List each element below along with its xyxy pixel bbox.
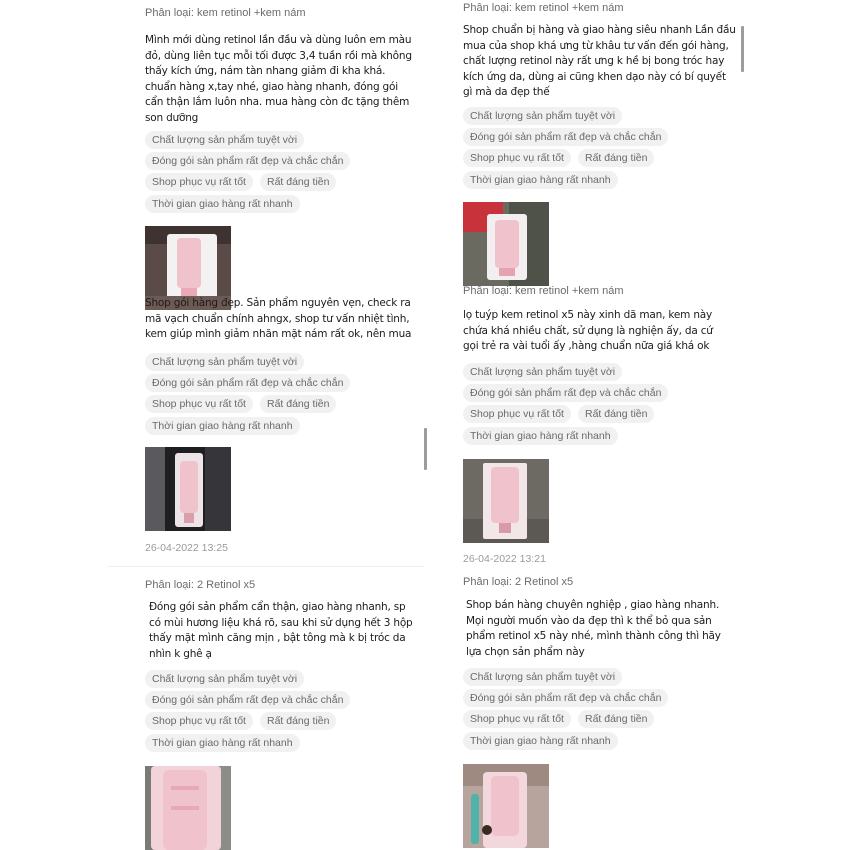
tag-packaging: Đóng gói sản phẩm rất đẹp và chắc chắn — [145, 152, 350, 170]
tag-value: Rất đáng tiền — [260, 712, 336, 730]
tag-packaging: Đóng gói sản phẩm rất đẹp và chắc chắn — [463, 689, 668, 707]
review-item — [145, 5, 445, 126]
tag-value: Rất đáng tiền — [578, 149, 654, 167]
review-photo-thumbnail[interactable] — [145, 766, 231, 850]
review-tags — [145, 131, 445, 217]
tag-quality: Chất lượng sản phẩm tuyệt vời — [463, 363, 622, 381]
tag-quality: Chất lượng sản phẩm tuyệt vời — [145, 670, 304, 688]
retinol-tube-red-background-photo — [463, 202, 549, 286]
review-photo-thumbnail[interactable] — [463, 764, 549, 848]
review-item — [463, 283, 763, 355]
review-comment: Shop gói hàng đẹp. Sản phẩm nguyên vẹn, check ra mã vạch chuẩn chính ahngx, shop tư vấn nhiệt tình, kem giúp mình giảm nhăn mặt nám rất ok, nên mua — [145, 297, 412, 340]
tag-quality: Chất lượng sản phẩm tuyệt vời — [145, 353, 304, 371]
variant-label: Phân loại: kem retinol +kem nám — [463, 2, 624, 14]
scrollbar-thumb[interactable] — [741, 26, 744, 72]
retinol-tube-on-bag-photo — [145, 447, 231, 531]
review-comment: Shop chuẩn bị hàng và giao hàng siêu nhanh Lần đầu mua của shop khá ưng từ khâu tư vấn đến gói hàng, chất lượng retinol này rất ưng k hề bị bong tróc hay kích ứng da, dùng ai cũng khen dạo này có bí quyết gì mà da đẹp thế — [463, 24, 736, 98]
tag-service: Shop phục vụ rất tốt — [145, 712, 253, 730]
review-photo-thumbnail[interactable] — [463, 202, 549, 286]
retinol-tube-in-hand-photo — [463, 764, 549, 848]
tag-service: Shop phục vụ rất tốt — [463, 149, 571, 167]
review-item — [145, 296, 445, 343]
variant-label: Phân loại: 2 Retinol x5 — [145, 579, 256, 591]
tag-service: Shop phục vụ rất tốt — [463, 710, 571, 728]
tag-delivery: Thời gian giao hàng rất nhanh — [463, 427, 618, 445]
tag-value: Rất đáng tiền — [578, 405, 654, 423]
review-comment: Đóng gói sản phẩm cẩn thận, giao hàng nhanh, sp có mùi hương liệu khá rõ, sau khi sử dụng hết 3 hộp thấy mặt mình căng mịn , bật tông mà k bị tróc da nhìn k ghê ạ — [149, 601, 413, 660]
review-tags — [463, 107, 763, 193]
tag-service: Shop phục vụ rất tốt — [145, 395, 253, 413]
tag-delivery: Thời gian giao hàng rất nhanh — [145, 417, 300, 435]
tag-quality: Chất lượng sản phẩm tuyệt vời — [463, 107, 622, 125]
review-date: 26-04-2022 13:21 — [463, 553, 546, 565]
tag-service: Shop phục vụ rất tốt — [145, 173, 253, 191]
review-comment: lọ tuýp kem retinol x5 này xinh dã man, kem này chứa khá nhiều chất, sử dụng là nghiện ấy, da cứ gọi trẻ ra vài tuổi ấy ,hàng chuẩn nữa giá khá ok — [463, 309, 713, 352]
review-item — [463, 0, 763, 101]
review-date: 26-04-2022 13:25 — [145, 542, 228, 554]
tag-delivery: Thời gian giao hàng rất nhanh — [463, 171, 618, 189]
tag-delivery: Thời gian giao hàng rất nhanh — [463, 732, 618, 750]
tag-packaging: Đóng gói sản phẩm rất đẹp và chắc chắn — [463, 384, 668, 402]
tag-quality: Chất lượng sản phẩm tuyệt vời — [463, 668, 622, 686]
review-tags — [463, 668, 763, 754]
tag-delivery: Thời gian giao hàng rất nhanh — [145, 195, 300, 213]
tag-quality: Chất lượng sản phẩm tuyệt vời — [145, 131, 304, 149]
review-comment: Shop bán hàng chuyên nghiệp , giao hàng nhanh. Mọi người muốn vào da đẹp thì k thể bỏ qua sản phẩm retinol x5 này nhé, mình thành công thì hãy lựa chọn sản phẩm này — [466, 599, 721, 658]
variant-label: Phân loại: 2 Retinol x5 — [463, 576, 574, 588]
tag-delivery: Thời gian giao hàng rất nhanh — [145, 734, 300, 752]
tag-packaging: Đóng gói sản phẩm rất đẹp và chắc chắn — [145, 374, 350, 392]
variant-label: Phân loại: kem retinol +kem nám — [145, 7, 306, 19]
review-photo-thumbnail[interactable] — [145, 447, 231, 531]
review-tags — [463, 363, 763, 449]
tag-packaging: Đóng gói sản phẩm rất đẹp và chắc chắn — [145, 691, 350, 709]
tag-value: Rất đáng tiền — [260, 173, 336, 191]
review-comment: Mình mới dùng retinol lần đầu và dùng luôn em màu đỏ, dùng liên tục mỗi tối được 3,4 tuần rồi mà không thấy kích ứng, nám tàn nhang giảm đi kha khá. chuẩn hàng x,tay nhé, giao hàng nhanh, đóng gói cẩn thận lắm luôn nha. mua hàng còn đc tặng thêm son dưỡng — [145, 34, 412, 124]
tag-packaging: Đóng gói sản phẩm rất đẹp và chắc chắn — [463, 128, 668, 146]
review-item — [463, 574, 763, 660]
retinol-box-on-floor-photo — [463, 459, 549, 543]
scrollbar-thumb[interactable] — [424, 428, 427, 470]
review-item — [145, 577, 445, 662]
variant-label: Phân loại: kem retinol +kem nám — [463, 285, 624, 297]
review-tags — [145, 670, 445, 756]
tag-service: Shop phục vụ rất tốt — [463, 405, 571, 423]
section-divider — [108, 566, 424, 567]
review-photo-thumbnail[interactable] — [463, 459, 549, 543]
tag-value: Rất đáng tiền — [260, 395, 336, 413]
review-tags — [145, 353, 445, 439]
tag-value: Rất đáng tiền — [578, 710, 654, 728]
retinol-tube-closeup-photo — [145, 766, 231, 850]
